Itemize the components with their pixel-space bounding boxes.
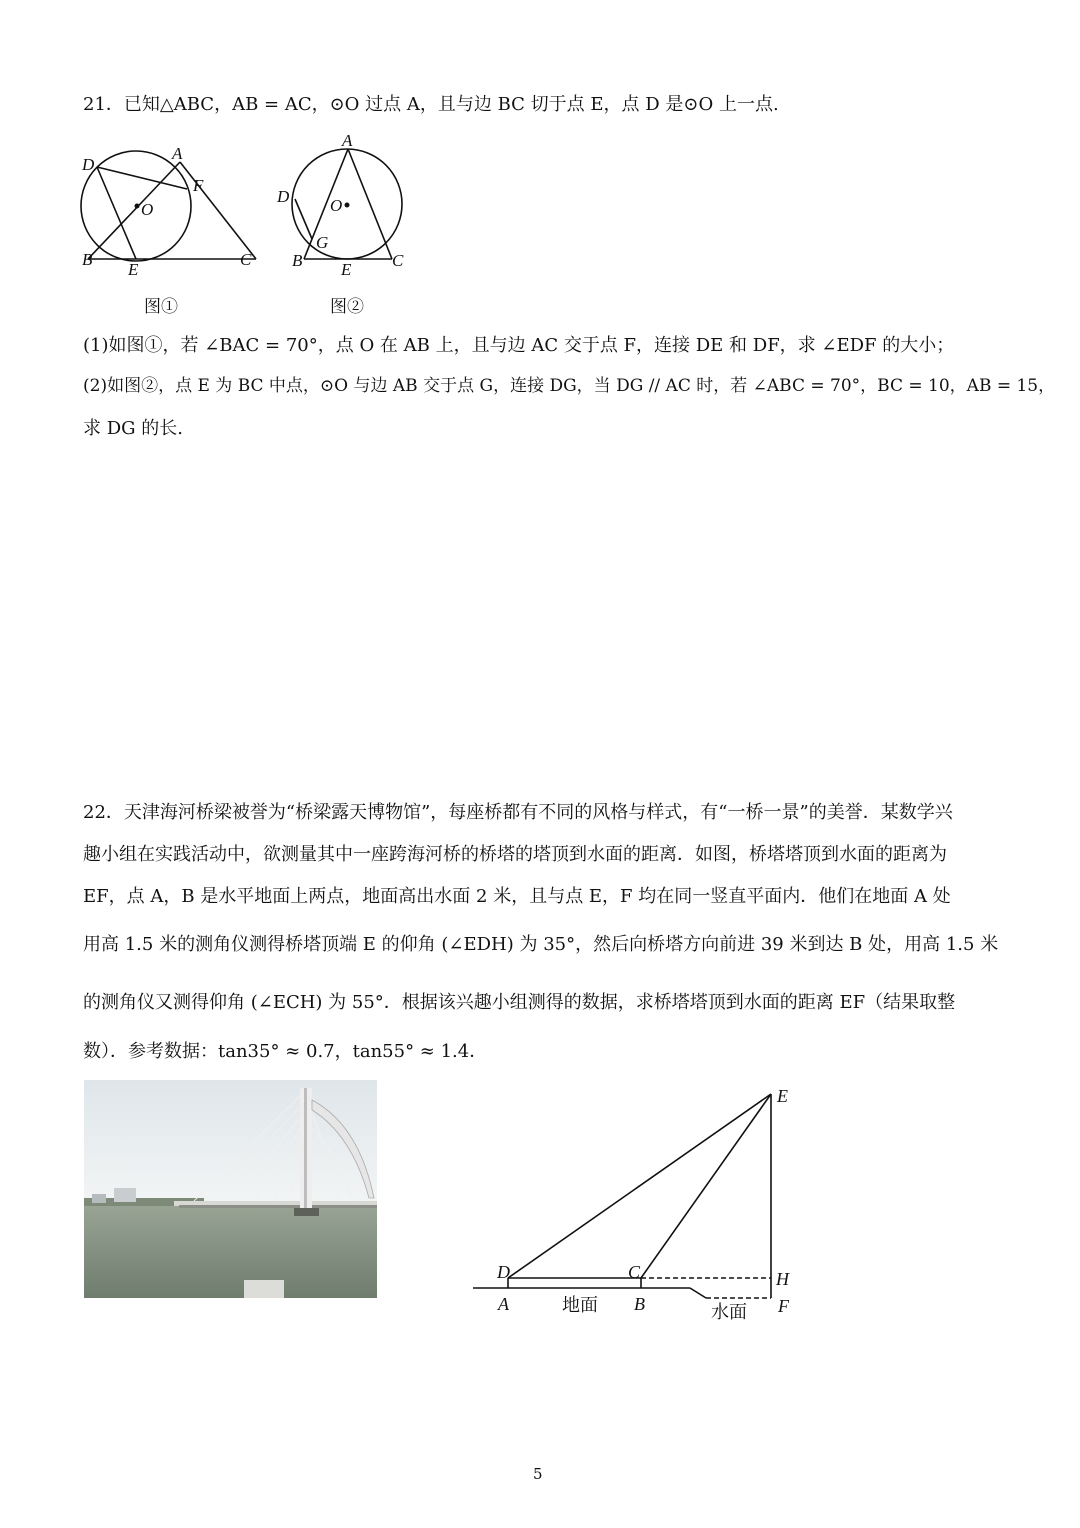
label-b: B (82, 250, 93, 269)
water-label: 水面 (711, 1302, 747, 1322)
center-dot (345, 203, 350, 208)
page-number: 5 (533, 1465, 543, 1483)
q21-part2-line1: (2)如图②，点 E 为 BC 中点，⊙O 与边 AB 交于点 G，连接 DG，当 DG // AC 时，若 ∠ABC = 70°，BC = 10，AB = 15， (83, 376, 1056, 396)
label-g: G (316, 233, 329, 252)
label-c: C (628, 1262, 641, 1282)
q22-line6: 数）．参考数据：tan35° ≈ 0.7，tan55° ≈ 1.4． (83, 1041, 488, 1062)
ground-label: 地面 (562, 1295, 598, 1315)
q22-line2: 趣小组在实践活动中，欲测量其中一座跨海河桥的桥塔的塔顶到水面的距离．如图，桥塔塔顶到水面的距离为 (83, 844, 947, 865)
label-f: F (193, 176, 204, 195)
q22-line4: 用高 1.5 米的测角仪测得桥塔顶端 E 的仰角 (∠EDH) 为 35°，然后向桥塔方向前进 39 米到达 B 处，用高 1.5 米 (83, 934, 999, 955)
label-o: O (330, 196, 343, 215)
sightline-de (508, 1094, 771, 1278)
q21-part1: (1)如图①，若 ∠BAC = 70°，点 O 在 AB 上，且与边 AC 交于点 F，连接 DE 和 DF，求 ∠EDF 的大小； (83, 335, 955, 356)
label-h: H (776, 1269, 789, 1289)
label-a: A (342, 131, 353, 150)
q22-line5: 的测角仪又测得仰角 (∠ECH) 为 55°．根据该兴趣小组测得的数据，求桥塔塔顶到水面的距离 EF（结果取整 (83, 992, 956, 1013)
label-a: A (498, 1294, 509, 1314)
caption-fig2: 图② (330, 297, 364, 316)
label-b: B (634, 1294, 645, 1314)
label-e: E (341, 260, 352, 279)
sightline-ce (641, 1094, 771, 1278)
label-c: C (392, 251, 404, 270)
segment-dg (295, 199, 312, 239)
q22-line3: EF，点 A，B 是水平地面上两点，地面高出水面 2 米，且与点 E，F 均在同一竖直平面内．他们在地面 A 处 (83, 886, 951, 907)
q21-figure-1 (76, 134, 276, 324)
q21-part2-line2: 求 DG 的长. (83, 418, 183, 439)
label-o: O (141, 200, 154, 219)
label-f: F (778, 1296, 789, 1316)
segment-df (97, 167, 187, 189)
label-d: D (277, 187, 290, 206)
label-d: D (82, 155, 95, 174)
caption-fig1: 图① (144, 297, 178, 316)
bridge-photo (84, 1080, 377, 1298)
q22-diagram (468, 1080, 808, 1330)
q21-statement: 21．已知△ABC，AB = AC，⊙O 过点 A，且与边 BC 切于点 E，点 D 是⊙O 上一点. (83, 94, 779, 115)
q21-figure-2 (274, 128, 424, 324)
label-a: A (172, 144, 183, 163)
label-c: C (240, 250, 252, 269)
label-e: E (128, 260, 139, 279)
segment-de (97, 167, 136, 259)
label-d: D (497, 1262, 510, 1282)
bank-slope (690, 1288, 706, 1298)
center-dot (135, 204, 140, 209)
label-e: E (777, 1086, 788, 1106)
q22-line1: 22．天津海河桥梁被誉为“桥梁露天博物馆”，每座桥都有不同的风格与样式，有“一桥一景”的美誉．某数学兴 (83, 802, 953, 823)
label-b: B (292, 251, 303, 270)
